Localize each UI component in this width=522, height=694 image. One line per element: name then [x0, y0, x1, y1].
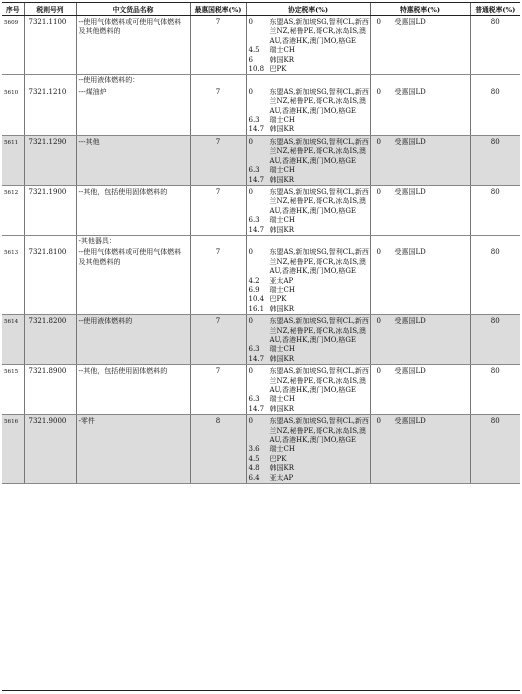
goods-name-cell: ---其他	[76, 135, 190, 185]
agreement-partners: 韩国KR	[269, 175, 294, 184]
agreement-rate-value: 16.1	[248, 304, 265, 313]
agreement-rate-line	[249, 474, 370, 483]
goods-name-cell: --其他，包括使用固体燃料的	[76, 365, 190, 415]
seq-cell: 5616	[2, 415, 24, 484]
subheading-name: --使用液体燃料的：	[76, 75, 190, 86]
seq-cell-empty	[2, 75, 24, 86]
special-beneficiary: 受惠国LD	[394, 18, 426, 26]
agreement-rate-line	[249, 367, 370, 395]
agreement-partners: 瑞士CH	[269, 345, 295, 354]
special-rate-value: 0	[376, 18, 381, 26]
tariff-code-cell: 7321.1210	[24, 86, 76, 136]
agreement-rate-line	[249, 445, 370, 454]
goods-name-cell: ---煤油炉	[76, 86, 190, 136]
agreement-partners: 韩国KR	[269, 404, 294, 413]
special-beneficiary: 受惠国LD	[394, 367, 426, 376]
special-rate-value: 0	[376, 317, 381, 326]
tariff-code-cell: 7321.8200	[24, 315, 76, 365]
seq-cell: 5613	[2, 246, 24, 314]
tariff-code-cell: 7321.8900	[24, 365, 76, 415]
agreement-rate-line	[249, 56, 370, 65]
agreement-rate-value: 0	[248, 187, 253, 196]
agreement-partners: 东盟AS,新加坡SG,智利CL,新西兰NZ,秘鲁PE,哥CR,冰岛IS,澳AU,香港HK,澳门MO,格GE	[269, 417, 369, 445]
agreement-partners: 韩国KR	[269, 464, 294, 473]
agreement-rate-value: 14.7	[248, 175, 265, 184]
seq-cell: 5614	[2, 315, 24, 365]
general-rate-cell: 80	[470, 246, 520, 314]
agreement-rate-line	[249, 88, 370, 116]
agreement-rate-cell	[246, 16, 370, 75]
subheading-row	[2, 75, 520, 86]
goods-name-cell: --使用气体燃料或可使用气体燃料及其他燃料的	[76, 16, 190, 75]
tariff-code-cell: 7321.9000	[24, 415, 76, 484]
agreement-rate-line	[249, 138, 370, 166]
special-rate-line	[377, 88, 470, 97]
special-rate-cell	[370, 365, 470, 415]
agreement-partners: 韩国KR	[269, 354, 294, 363]
mfn-rate-cell: 8	[190, 415, 246, 484]
agreement-rate-line	[249, 188, 370, 216]
agreement-partners: 瑞士CH	[269, 445, 295, 454]
empty-cell	[470, 75, 520, 86]
table-row	[2, 135, 520, 185]
agreement-partners: 东盟AS,新加坡SG,智利CL,新西兰NZ,秘鲁PE,哥CR,冰岛IS,澳AU,香港HK,澳门MO,格GE	[269, 137, 369, 165]
table-row	[2, 86, 520, 136]
header-general: 普通税率(%)	[470, 3, 520, 16]
mfn-rate-cell: 7	[190, 315, 246, 365]
agreement-rate-cell	[246, 315, 370, 365]
table-row	[2, 315, 520, 365]
agreement-rate-line	[249, 125, 370, 134]
special-rate-cell	[370, 315, 470, 365]
special-rate-value: 0	[376, 137, 381, 146]
agreement-rate-value: 0	[248, 87, 253, 96]
general-rate-cell: 80	[470, 86, 520, 136]
agreement-rate-value: 6.3	[248, 216, 260, 225]
agreement-rate-cell	[246, 185, 370, 235]
seq-cell-empty	[2, 235, 24, 246]
agreement-rate-line	[249, 305, 370, 314]
agreement-rate-value: 0	[248, 248, 253, 257]
code-cell-empty	[24, 75, 76, 86]
agreement-rate-line	[249, 166, 370, 175]
subheading-name: -其他器具：	[76, 235, 190, 246]
table-row	[2, 246, 520, 314]
agreement-rate-line	[249, 46, 370, 55]
special-rate-value: 0	[376, 87, 381, 96]
empty-cell	[190, 75, 246, 86]
agreement-partners: 巴PK	[269, 65, 287, 74]
agreement-rate-cell	[246, 365, 370, 415]
seq-cell: 5612	[2, 185, 24, 235]
agreement-partners: 东盟AS,新加坡SG,智利CL,新西兰NZ,秘鲁PE,哥CR,冰岛IS,澳AU,香港HK,澳门MO,格GE	[269, 87, 369, 115]
agreement-partners: 韩国KR	[269, 55, 294, 64]
general-rate-cell: 80	[470, 16, 520, 75]
agreement-partners: 瑞士CH	[269, 166, 295, 175]
agreement-rate-cell	[246, 135, 370, 185]
agreement-rate-line	[249, 355, 370, 364]
agreement-partners: 东盟AS,新加坡SG,智利CL,新西兰NZ,秘鲁PE,哥CR,冰岛IS,澳AU,香港HK,澳门MO,格GE	[269, 367, 369, 395]
special-rate-cell	[370, 246, 470, 314]
agreement-partners: 瑞士CH	[269, 216, 295, 225]
table-row	[2, 185, 520, 235]
empty-cell	[470, 235, 520, 246]
empty-cell	[246, 75, 370, 86]
header-special: 特惠税率(%)	[370, 3, 470, 16]
agreement-rate-value: 4.5	[248, 454, 260, 463]
subheading-row	[2, 235, 520, 246]
mfn-rate-cell: 7	[190, 185, 246, 235]
agreement-rate-cell	[246, 415, 370, 484]
goods-name-cell: -零件	[76, 415, 190, 484]
agreement-rate-value: 14.7	[248, 354, 265, 363]
tariff-code-cell: 7321.1900	[24, 185, 76, 235]
header-agreement: 协定税率(%)	[246, 3, 370, 16]
tariff-code-cell: 7321.8100	[24, 246, 76, 314]
table-body	[2, 16, 520, 484]
agreement-rate-line	[249, 226, 370, 235]
general-rate-cell: 80	[470, 315, 520, 365]
agreement-rate-value: 10.8	[248, 65, 265, 74]
agreement-partners: 亚太AP	[269, 473, 294, 482]
table-row	[2, 16, 520, 75]
agreement-rate-line	[249, 216, 370, 225]
agreement-rate-value: 4.2	[248, 276, 260, 285]
mfn-rate-cell: 7	[190, 246, 246, 314]
agreement-rate-line	[249, 248, 370, 276]
agreement-rate-line	[249, 176, 370, 185]
agreement-rate-line	[249, 116, 370, 125]
special-rate-cell	[370, 185, 470, 235]
mfn-rate-cell: 7	[190, 135, 246, 185]
special-rate-cell	[370, 86, 470, 136]
agreement-partners: 东盟AS,新加坡SG,智利CL,新西兰NZ,秘鲁PE,哥CR,冰岛IS,澳AU,香港HK,澳门MO,格GE	[269, 18, 369, 45]
agreement-rate-line	[249, 464, 370, 473]
agreement-rate-value: 0	[248, 137, 253, 146]
table-row	[2, 365, 520, 415]
agreement-rate-value: 10.4	[248, 295, 265, 304]
agreement-rate-value: 4.8	[248, 464, 260, 473]
special-rate-cell	[370, 135, 470, 185]
agreement-rate-value: 6.3	[248, 166, 260, 175]
special-rate-value: 0	[376, 187, 381, 196]
agreement-partners: 东盟AS,新加坡SG,智利CL,新西兰NZ,秘鲁PE,哥CR,冰岛IS,澳AU,香港HK,澳门MO,格GE	[269, 187, 369, 215]
agreement-partners: 韩国KR	[269, 125, 294, 134]
special-rate-line	[377, 317, 470, 326]
agreement-rate-line	[249, 395, 370, 404]
special-rate-line	[377, 417, 470, 426]
tariff-table	[2, 2, 520, 484]
agreement-rate-value: 6.3	[248, 116, 260, 125]
seq-cell: 5609	[2, 16, 24, 75]
header-seq: 序号	[2, 3, 24, 16]
mfn-rate-cell: 7	[190, 16, 246, 75]
agreement-rate-line	[249, 405, 370, 414]
agreement-rate-value: 6.4	[248, 473, 260, 482]
empty-cell	[246, 235, 370, 246]
agreement-rate-line	[249, 317, 370, 345]
agreement-rate-value: 0	[248, 317, 253, 326]
agreement-rate-value: 6	[248, 55, 253, 64]
agreement-rate-value: 6.3	[248, 345, 260, 354]
agreement-partners: 亚太AP	[269, 276, 294, 285]
agreement-rate-line	[249, 417, 370, 445]
agreement-rate-value: 14.7	[248, 404, 265, 413]
table-row	[2, 415, 520, 484]
seq-cell: 5615	[2, 365, 24, 415]
agreement-partners: 瑞士CH	[269, 116, 295, 125]
header-name: 中文货品名称	[76, 3, 190, 16]
special-rate-line	[377, 18, 470, 27]
general-rate-cell: 80	[470, 135, 520, 185]
agreement-rate-value: 14.7	[248, 125, 265, 134]
agreement-rate-value: 0	[248, 18, 253, 26]
special-rate-cell	[370, 415, 470, 484]
empty-cell	[370, 235, 470, 246]
goods-name-cell: --使用液体燃料的	[76, 315, 190, 365]
agreement-partners: 东盟AS,新加坡SG,智利CL,新西兰NZ,秘鲁PE,哥CR,冰岛IS,澳AU,香港HK,澳门MO,格GE	[269, 248, 369, 276]
seq-cell: 5610	[2, 86, 24, 136]
agreement-rate-line	[249, 345, 370, 354]
agreement-rate-value: 4.5	[248, 46, 260, 55]
agreement-rate-value: 0	[248, 417, 253, 426]
agreement-rate-cell	[246, 246, 370, 314]
header-mfn: 最惠国税率(%)	[190, 3, 246, 16]
special-rate-line	[377, 138, 470, 147]
agreement-partners: 瑞士CH	[269, 285, 295, 294]
special-beneficiary: 受惠国LD	[394, 137, 426, 146]
mfn-rate-cell: 7	[190, 86, 246, 136]
special-beneficiary: 受惠国LD	[394, 317, 426, 326]
agreement-rate-line	[249, 295, 370, 304]
special-beneficiary: 受惠国LD	[394, 248, 426, 257]
agreement-rate-value: 14.7	[248, 225, 265, 234]
special-rate-value: 0	[376, 248, 381, 257]
agreement-rate-line	[249, 65, 370, 74]
empty-cell	[370, 75, 470, 86]
agreement-rate-cell	[246, 86, 370, 136]
agreement-partners: 巴PK	[269, 454, 287, 463]
tariff-code-cell: 7321.1100	[24, 16, 76, 75]
agreement-partners: 巴PK	[269, 295, 287, 304]
agreement-rate-value: 6.3	[248, 395, 260, 404]
agreement-rate-value: 6.9	[248, 285, 260, 294]
agreement-rate-line	[249, 286, 370, 295]
agreement-rate-line	[249, 18, 370, 46]
general-rate-cell: 80	[470, 185, 520, 235]
agreement-partners: 韩国KR	[269, 304, 294, 313]
special-beneficiary: 受惠国LD	[394, 417, 426, 426]
agreement-partners: 韩国KR	[269, 225, 294, 234]
general-rate-cell: 80	[470, 415, 520, 484]
agreement-rate-line	[249, 455, 370, 464]
header-code: 税则号列	[24, 3, 76, 16]
agreement-rate-line	[249, 277, 370, 286]
goods-name-cell: --其他，包括使用固体燃料的	[76, 185, 190, 235]
tariff-table-page	[2, 2, 520, 692]
code-cell-empty	[24, 235, 76, 246]
special-rate-line	[377, 367, 470, 376]
special-rate-line	[377, 188, 470, 197]
agreement-rate-value: 0	[248, 367, 253, 376]
general-rate-cell: 80	[470, 365, 520, 415]
bottom-rule	[2, 690, 520, 691]
tariff-code-cell: 7321.1290	[24, 135, 76, 185]
empty-cell	[190, 235, 246, 246]
special-rate-cell	[370, 16, 470, 75]
agreement-partners: 瑞士CH	[269, 46, 295, 55]
special-beneficiary: 受惠国LD	[394, 187, 426, 196]
special-rate-line	[377, 248, 470, 257]
special-rate-value: 0	[376, 367, 381, 376]
table-header-row	[2, 3, 520, 16]
agreement-partners: 东盟AS,新加坡SG,智利CL,新西兰NZ,秘鲁PE,哥CR,冰岛IS,澳AU,香港HK,澳门MO,格GE	[269, 317, 369, 344]
special-rate-value: 0	[376, 417, 381, 426]
agreement-rate-value: 3.6	[248, 445, 260, 454]
goods-name-cell: --使用气体燃料或可使用气体燃料及其他燃料的	[76, 246, 190, 314]
seq-cell: 5611	[2, 135, 24, 185]
special-beneficiary: 受惠国LD	[394, 87, 426, 96]
mfn-rate-cell: 7	[190, 365, 246, 415]
agreement-partners: 瑞士CH	[269, 395, 295, 404]
